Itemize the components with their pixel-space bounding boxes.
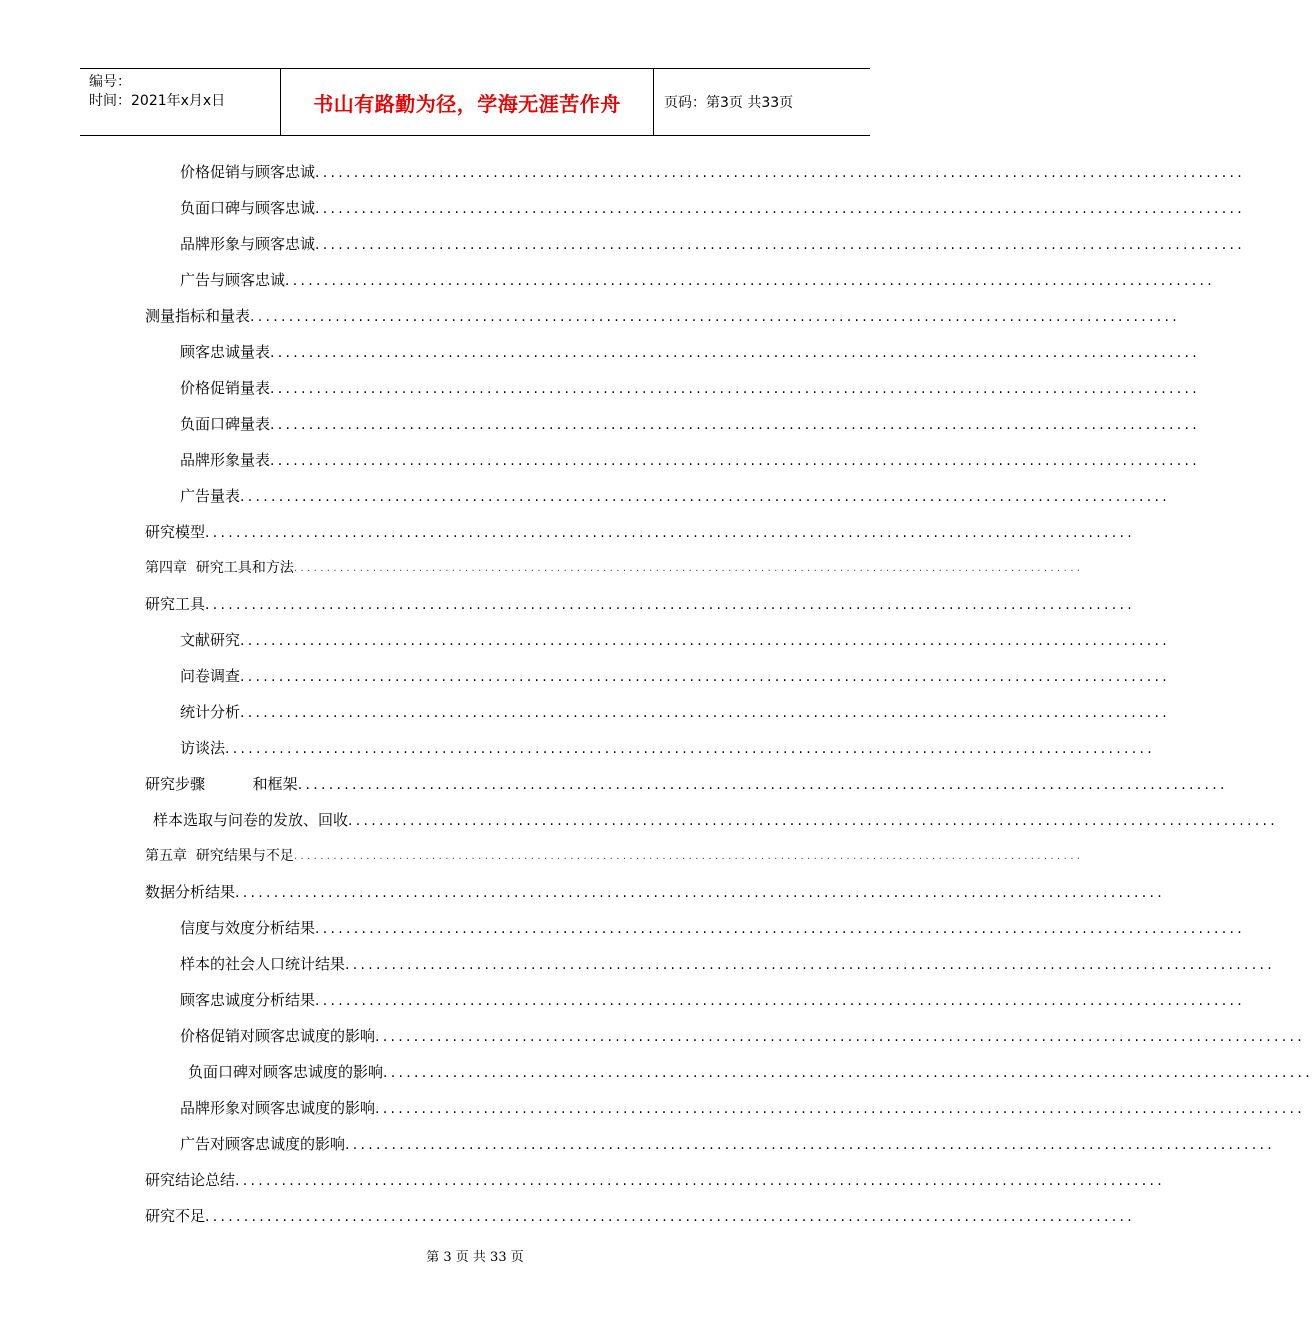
toc-entry-label: 负面口碑与顾客忠诚	[180, 199, 316, 217]
toc-leader-dots: ........................................................................................................................	[293, 563, 1084, 574]
toc-entry-label: 问卷调查	[180, 667, 241, 685]
toc-leader-dots: ........................................................................................................................	[375, 1101, 1306, 1117]
toc-entry[interactable]	[180, 662, 1171, 686]
toc-entry-label: 广告量表	[180, 487, 241, 505]
header-page-info: 页码：第3页 共33页	[664, 95, 794, 111]
toc-entry-label: 样本选取与问卷的发放、回收	[153, 811, 349, 829]
toc-entry-label: 广告与顾客忠诚	[180, 271, 286, 289]
toc-leader-dots: ........................................................................................................................	[270, 381, 1201, 397]
toc-entry[interactable]	[180, 374, 1201, 398]
toc-entry[interactable]	[180, 914, 1246, 938]
toc-entry[interactable]	[180, 194, 1246, 218]
toc-entry[interactable]	[145, 518, 1136, 542]
toc-entry[interactable]	[180, 338, 1201, 362]
toc-entry[interactable]	[180, 446, 1201, 470]
toc-entry[interactable]	[145, 302, 1181, 326]
document-number-label: 编号：	[89, 74, 131, 90]
toc-entry-label: 第五章 研究结果与不足	[145, 848, 294, 864]
toc-entry[interactable]	[180, 986, 1246, 1010]
toc-entry-label: 顾客忠诚量表	[180, 343, 271, 361]
toc-entry-label: 品牌形象与顾客忠诚	[180, 235, 316, 253]
toc-entry-label: 价格促销对顾客忠诚度的影响	[180, 1027, 376, 1045]
toc-entry[interactable]	[153, 806, 1279, 830]
toc-leader-dots: ........................................................................................................................	[285, 273, 1216, 289]
toc-leader-dots: ........................................................................................................................	[315, 165, 1246, 181]
toc-leader-dots: ........................................................................................................................	[205, 1209, 1136, 1225]
footer-page-number: 第 3 页 共 33 页	[426, 1250, 524, 1265]
toc-leader-dots: ........................................................................................................................	[315, 921, 1246, 937]
toc-leader-dots: ........................................................................................................................	[235, 885, 1166, 901]
toc-entry-label: 价格促销量表	[180, 379, 271, 397]
toc-entry-label: 品牌形象对顾客忠诚度的影响	[180, 1099, 376, 1117]
toc-leader-dots: ........................................................................................................................	[240, 489, 1171, 505]
toc-entry[interactable]	[180, 230, 1246, 254]
toc-leader-dots: ........................................................................................................................	[240, 705, 1171, 721]
toc-entry-label: 广告对顾客忠诚度的影响	[180, 1135, 346, 1153]
toc-leader-dots: ........................................................................................................................	[240, 669, 1171, 685]
toc-entry-label: 样本的社会人口统计结果	[180, 955, 346, 973]
toc-chapter-entry[interactable]	[145, 554, 1084, 578]
toc-entry[interactable]	[180, 410, 1201, 434]
toc-entry[interactable]	[180, 698, 1171, 722]
toc-entry[interactable]	[145, 878, 1166, 902]
toc-entry[interactable]	[180, 626, 1171, 650]
toc-leader-dots: ........................................................................................................................	[348, 813, 1279, 829]
toc-entry-label: 研究结论总结	[145, 1171, 236, 1189]
toc-leader-dots: ........................................................................................................................	[270, 345, 1201, 361]
toc-leader-dots: ........................................................................................................................	[235, 1173, 1166, 1189]
toc-leader-dots: ........................................................................................................................	[297, 777, 1228, 793]
toc-leader-dots: ........................................................................................................................	[293, 851, 1084, 862]
toc-entry-label: 统计分析	[180, 703, 241, 721]
toc-entry[interactable]	[180, 1022, 1306, 1046]
toc-entry-label: 负面口碑量表	[180, 415, 271, 433]
toc-entry[interactable]	[180, 950, 1276, 974]
page-footer	[0, 1246, 950, 1265]
toc-entry-label: 文献研究	[180, 631, 241, 649]
toc-leader-dots: ........................................................................................................................	[205, 597, 1136, 613]
toc-entry[interactable]	[145, 770, 1228, 794]
toc-entry-label: 测量指标和量表	[145, 307, 251, 325]
header-motto: 书山有路勤为径，学海无涯苦作舟	[313, 91, 621, 116]
toc-chapter-entry[interactable]	[145, 842, 1084, 866]
toc-leader-dots: ........................................................................................................................	[270, 417, 1201, 433]
toc-entry-label: 负面口碑对顾客忠诚度的影响	[188, 1063, 384, 1081]
document-time-label: 时间：2021年x月x日	[89, 93, 226, 109]
toc-entry[interactable]	[180, 1130, 1276, 1154]
toc-entry-label: 信度与效度分析结果	[180, 919, 316, 937]
toc-leader-dots: ........................................................................................................................	[315, 993, 1246, 1009]
toc-leader-dots: ........................................................................................................................	[240, 633, 1171, 649]
toc-leader-dots: ........................................................................................................................	[250, 309, 1181, 325]
toc-entry[interactable]	[145, 590, 1136, 614]
toc-entry-label: 访谈法	[180, 739, 226, 757]
toc-leader-dots: ........................................................................................................................	[205, 525, 1136, 541]
toc-leader-dots: ........................................................................................................................	[375, 1029, 1306, 1045]
toc-entry-label: 价格促销与顾客忠诚	[180, 163, 316, 181]
toc-entry[interactable]	[188, 1058, 1313, 1082]
toc-entry[interactable]	[145, 1202, 1136, 1226]
toc-leader-dots: ........................................................................................................................	[270, 453, 1201, 469]
toc-entry-label: 顾客忠诚度分析结果	[180, 991, 316, 1009]
toc-leader-dots: ........................................................................................................................	[315, 237, 1246, 253]
toc-entry-label: 品牌形象量表	[180, 451, 271, 469]
toc-leader-dots: ........................................................................................................................	[345, 1137, 1276, 1153]
toc-leader-dots: ........................................................................................................................	[225, 741, 1156, 757]
toc-entry-label: 研究步骤 和框架	[145, 775, 298, 793]
toc-entry-label: 研究工具	[145, 595, 206, 613]
toc-entry-label: 数据分析结果	[145, 883, 236, 901]
toc-entry[interactable]	[180, 1094, 1306, 1118]
toc-entry[interactable]	[145, 1166, 1166, 1190]
toc-leader-dots: ........................................................................................................................	[315, 201, 1246, 217]
toc-entry[interactable]	[180, 482, 1171, 506]
toc-entry[interactable]	[180, 266, 1216, 290]
toc-entry-label: 研究不足	[145, 1207, 206, 1225]
toc-entry-label: 研究模型	[145, 523, 206, 541]
toc-leader-dots: ........................................................................................................................	[345, 957, 1276, 973]
toc-entry[interactable]	[180, 158, 1246, 182]
toc-entry[interactable]	[180, 734, 1156, 758]
toc-entry-label: 第四章 研究工具和方法	[145, 560, 294, 576]
toc-leader-dots: ........................................................................................................................	[383, 1065, 1313, 1081]
